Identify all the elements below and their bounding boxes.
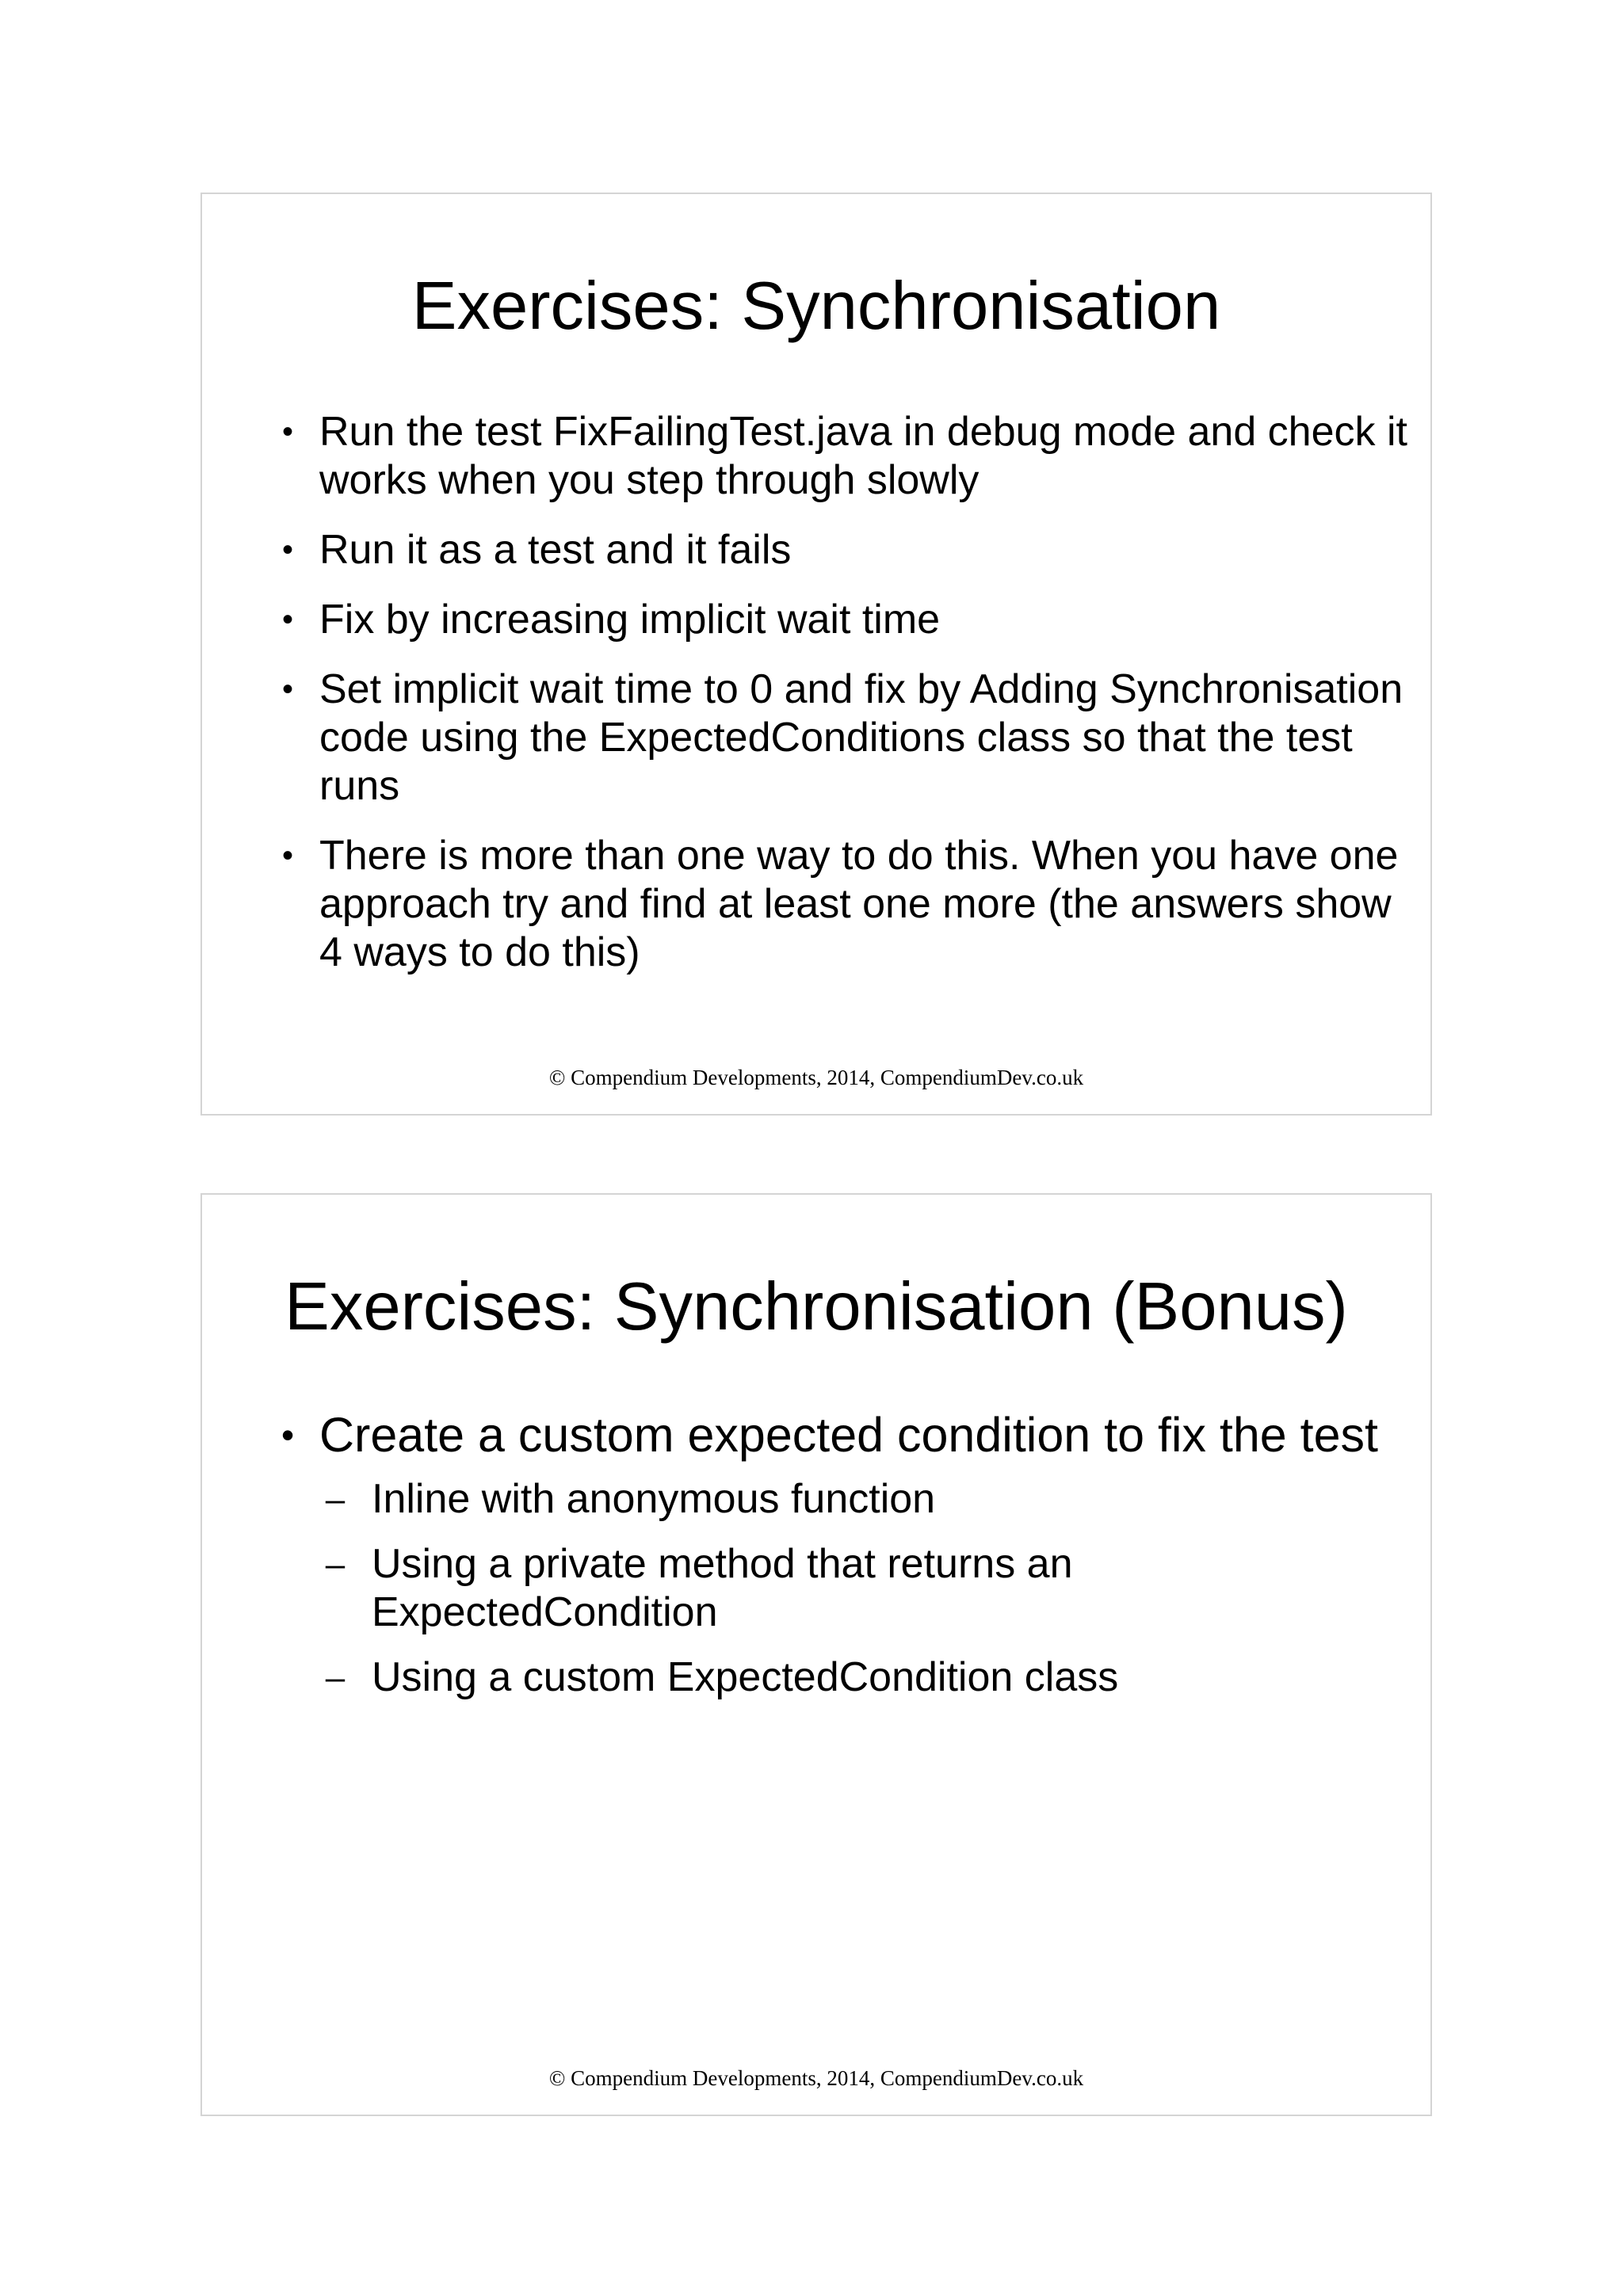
slide-footer: © Compendium Developments, 2014, CompendiumDev.co.uk: [548, 2066, 1084, 2090]
bullet-list: [272, 408, 1413, 998]
list-item: [272, 832, 1413, 977]
sub-list-item: [319, 1540, 1413, 1637]
bullet-text: Set implicit wait time to 0 and fix by Adding Synchronisation code using the ExpectedConditions class so that the test runs: [319, 666, 1403, 809]
bullet-icon: •: [281, 672, 293, 707]
list-item: [272, 1407, 1413, 1702]
bullet-list: [272, 1407, 1413, 1718]
slide-title: Exercises: Synchronisation: [411, 269, 1221, 344]
bullet-text: Run it as a test and it fails: [319, 527, 792, 573]
slide-title: Exercises: Synchronisation (Bonus): [285, 1269, 1348, 1344]
sub-bullet-list: [319, 1475, 1413, 1702]
sub-list-item: [319, 1653, 1413, 1702]
sub-list-item: [319, 1475, 1413, 1524]
sub-bullet-text: Using a custom ExpectedCondition class: [372, 1654, 1119, 1700]
dash-icon: –: [325, 1480, 346, 1519]
bullet-icon: •: [281, 414, 293, 449]
bullet-text: Create a custom expected condition to fix the test: [319, 1408, 1378, 1462]
dash-icon: –: [325, 1545, 346, 1584]
slide-synchronisation-bonus: [200, 1193, 1432, 2116]
bullet-icon: •: [281, 838, 293, 873]
slide-footer: © Compendium Developments, 2014, CompendiumDev.co.uk: [548, 1066, 1084, 1089]
list-item: [272, 666, 1413, 810]
sub-bullet-text: Using a private method that returns an ExpectedCondition: [372, 1541, 1073, 1635]
dash-icon: –: [325, 1658, 346, 1697]
bullet-icon: •: [281, 1414, 295, 1455]
bullet-icon: •: [281, 602, 293, 637]
bullet-text: Run the test FixFailingTest.java in debug mode and check it works when you step through slowly: [319, 409, 1407, 503]
list-item: [272, 526, 1413, 574]
bullet-icon: •: [281, 532, 293, 567]
list-item: [272, 408, 1413, 505]
list-item: [272, 596, 1413, 644]
sub-bullet-text: Inline with anonymous function: [372, 1476, 936, 1522]
slide-synchronisation: [200, 193, 1432, 1116]
bullet-text: Fix by increasing implicit wait time: [319, 597, 941, 643]
bullet-text: There is more than one way to do this. When you have one approach try and find at least one more (the answers show 4 ways to do this): [319, 833, 1399, 975]
